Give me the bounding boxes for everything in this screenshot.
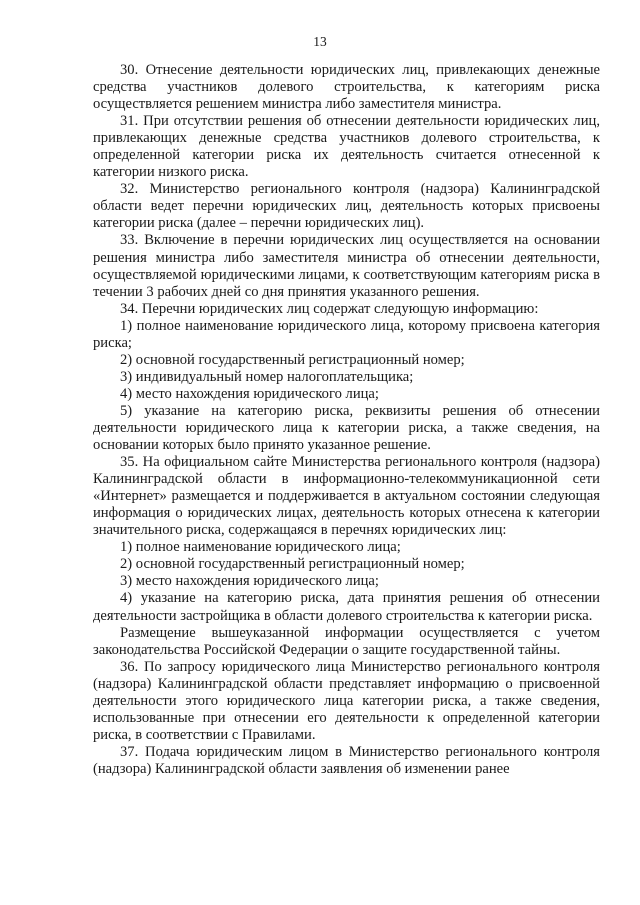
paragraph-35: 35. На официальном сайте Министерства регионального контроля (надзора) Калининградской области в информационно-телекоммуникационной сети «Интернет» размещается и поддерживается в актуальном состоянии следующая информация о юридических лицах, деятельность которых отнесена к категории значительного риска, содержащаяся в перечнях юридических лиц: <box>93 454 600 539</box>
list-item-34-4: 4) место нахождения юридического лица; <box>120 385 379 402</box>
list-item-34-5: 5) указание на категорию риска, реквизиты решения об отнесении деятельности юридического лица к категории риска, а также сведения, на основании которых было принято указанное решение. <box>93 402 600 454</box>
paragraph-32: 32. Министерство регионального контроля (надзора) Калининградской области ведет перечни юридических лиц, деятельность которых присвоены категории риска (далее – перечни юридических лиц). <box>93 181 600 232</box>
paragraph-31: 31. При отсутствии решения об отнесении деятельности юридических лиц, привлекающих денежные средства участников долевого строительства, к определенной категории риска их деятельность считается отнесенной к категории низкого риска. <box>93 113 600 181</box>
page-number: 13 <box>313 34 327 49</box>
list-item-35-2: 2) основной государственный регистрационный номер; <box>120 556 465 573</box>
paragraph-36: 36. По запросу юридического лица Министерство регионального контроля (надзора) Калининградской области представляет информацию о присвоенной деятельности этого юридического лица категории риска, а также сведения, использованные при отнесении его деятельности к определенной категории риска, в соответствии с Правилами. <box>93 658 600 743</box>
list-item-34-1: 1) полное наименование юридического лица, которому присвоена категория риска; <box>93 317 600 351</box>
paragraph-37: 37. Подача юридическим лицом в Министерство регионального контроля (надзора) Калининградской области заявления об изменении ранее <box>93 743 600 777</box>
document-body <box>93 62 600 778</box>
list-item-35-4: 4) указание на категорию риска, дата принятия решения об отнесении деятельности застройщика в области долевого строительства к категории риска. <box>93 590 600 624</box>
paragraph-30: 30. Отнесение деятельности юридических лиц, привлекающих денежные средства участников долевого строительства, к категориям риска осуществляется решением министра либо заместителя министра. <box>93 62 600 113</box>
list-item-35-3: 3) место нахождения юридического лица; <box>120 573 379 590</box>
paragraph-secrecy-note: Размещение вышеуказанной информации осуществляется с учетом законодательства Российской Федерации о защите государственной тайны. <box>93 624 600 658</box>
paragraph-33: 33. Включение в перечни юридических лиц осуществляется на основании решения министра либо заместителя министра об отнесении деятельности, осуществляемой юридическими лицами, к соответствующим категориям риска в течении 3 рабочих дней со дня принятия указанного решения. <box>93 232 600 300</box>
paragraph-34: 34. Перечни юридических лиц содержат следующую информацию: <box>120 300 539 317</box>
list-item-34-2: 2) основной государственный регистрационный номер; <box>120 351 465 368</box>
list-item-34-3: 3) индивидуальный номер налогоплательщика; <box>120 368 414 385</box>
list-item-35-1: 1) полное наименование юридического лица; <box>120 539 401 556</box>
